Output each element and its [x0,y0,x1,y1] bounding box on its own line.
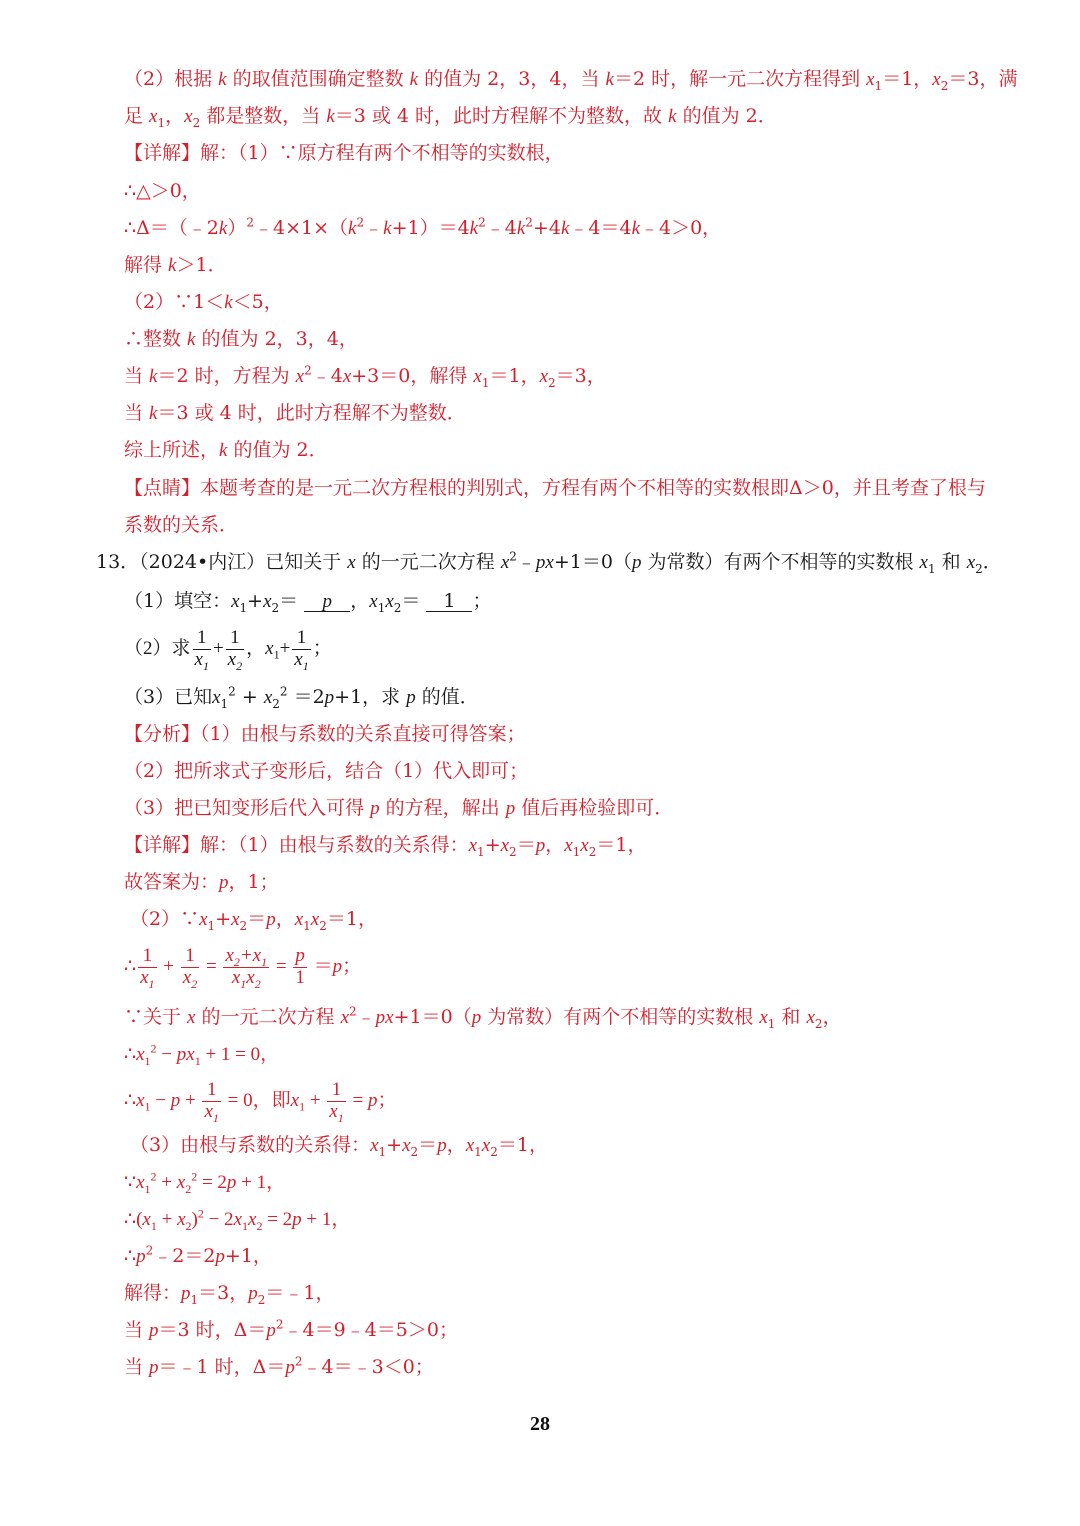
solution-line-k-range: （2）∵1＜k＜5， [124,291,283,313]
detail-text-2: 解：（1）由根与系数的关系得：$x_1+x_2=p$，$x_1x_2=1$， [200,834,647,859]
analysis-step-3: （3）把已知变形后代入可得 p 的方程，解出 p 值后再检验即可． [124,797,674,819]
analysis-text: （1）由根与系数的关系直接可得答案； [200,723,526,745]
detail-text: 解：（1）∵原方程有两个不相等的实数根， [200,142,564,164]
solution-3-equation: $\therefore p^2﹣2=2p+1$， [124,1243,272,1267]
question-13-part-2: （2）求 $\frac{1}{x_1}$ + $\frac{1}{x_2}$ ，$x_1+$ $\frac{1}{x_1}$ ； [124,627,332,673]
question-13-part-3: （3）已知$x_1^2 + x_2^2 =2p+1$，求 p 的值． [124,684,479,711]
question-13-stem: 13．（2024•内江）已知关于 x 的一元二次方程 $x^2﹣px+1=0(p$ 为常数）有两个不相等的实数根 $x_1$ 和 $x_2$． [96,549,1002,576]
solution-line-delta-positive: ∴△＞0， [124,180,201,202]
analysis-line-1: （2）根据 k 的取值范围确定整数 k 的值为 2，3，4，当 k＝2 时，解一元二次方程得到 $x_1=1$，$x_2=3$，满 [124,68,1018,93]
detail-heading-line [124,144,564,163]
comment-line-1 [124,479,986,498]
analysis-tag: 【分析】 [124,723,201,745]
solution-2-divide: $\therefore x_1 - p$ + $\frac{1}{x_1}$ = 0，即$x_1$ + $\frac{1}{x_1}$ = p； [124,1079,397,1125]
solution-3-given: $\because x_1^2 + x_2^2 = 2p + 1$， [124,1169,286,1196]
detail-tag: 【详解】 [124,142,201,164]
solution-line-discriminant: $\therefore\Delta=(﹣2k)^2﹣4\times 1\times(k^2﹣k+1)=4k^2﹣4k^2+4k﹣4=4k﹣4>0$， [124,215,722,239]
analysis-line-2: 足 $x_1$，$x_2$ 都是整数，当 k＝3 或 4 时，此时方程解不为整数，故 k 的值为 2． [124,105,777,130]
solution-2-given: $(2)\because x_1+x_2=p$，$x_1x_2=1$， [130,908,377,933]
solution-3-relation: （3）由根与系数的关系得：$x_1+x_2=p$，$x_1x_2=1$， [130,1134,548,1159]
comment-line-2: 系数的关系． [124,514,239,536]
solution-2-substitute: $\therefore x_1^2 - px_1 + 1 = 0$， [124,1041,280,1068]
solution-3-check-pm1: 当 p＝﹣1 时，$\Delta=p^2﹣4=﹣3<0$； [124,1354,434,1378]
solution-line-k34: 当 k＝3 或 4 时，此时方程解不为整数． [124,402,466,424]
comment-text: 本题考查的是一元二次方程根的判别式，方程有两个不相等的实数根即Δ＞0，并且考查了根与 [200,477,986,499]
solution-3-expand: $\therefore(x_1 + x_2)^2 - 2x_1x_2 = 2p + 1$， [124,1206,351,1233]
solution-line-k-values: ∴整数 k 的值为 2，3，4， [124,328,358,350]
solution-2-fraction-sum: ∴ $\frac{1}{x_1}$ + $\frac{1}{x_2}$ = $\frac{x_2+x_1}{x_1x_2}$ = $\frac{p}{1}$ ＝p； [124,945,362,991]
blank-sum: p [304,592,350,612]
answer-line: 故答案为：p，1； [124,871,279,893]
comment-tag: 【点睛】 [124,477,201,499]
solution-3-roots: 解得：$p_1=3$，$p_2=﹣1$， [124,1282,335,1307]
solution-3-check-p3: 当 p＝3 时，$\Delta=p^2﹣4=9﹣4=5>0$； [124,1317,458,1341]
solution-2-root-statement: ∵关于 x 的一元二次方程 $x^2﹣px+1=0(p$ 为常数）有两个不相等的实数根 $x_1$ 和 $x_2$， [124,1004,842,1031]
analysis-step-2: （2）把所求式子变形后，结合（1）代入即可； [124,760,529,782]
detail-heading-line-2 [124,834,647,859]
solution-line-k-gt-1: 解得 k＞1． [124,254,227,276]
blank-product: 1 [426,592,472,612]
page-number: 28 [530,1413,550,1435]
question-13-part-1: （1）填空：$x_1+x_2= p$ ，$x_1x_2= 1$ ； [124,590,492,615]
detail-tag-2: 【详解】 [124,834,201,856]
solution-line-conclusion: 综上所述，k 的值为 2． [124,439,328,461]
analysis-heading-line [124,725,526,744]
solution-line-k2: 当 k＝2 时，方程为 $x^2﹣4x+3=0$，解得 $x_1=1$，$x_2=3$， [124,363,606,390]
